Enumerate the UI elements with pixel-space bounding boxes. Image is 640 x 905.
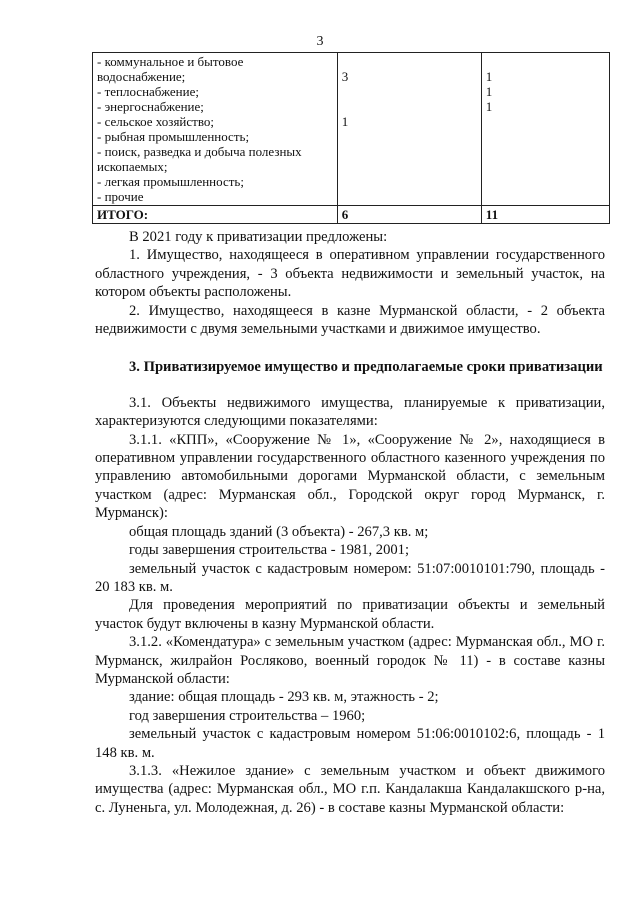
- category-line: - коммунальное и бытовое: [97, 54, 244, 69]
- count-cell: [481, 53, 609, 206]
- category-line: - сельское хозяйство;: [97, 114, 214, 129]
- paragraph: общая площадь зданий (3 объекта) - 267,3 кв. м;: [129, 523, 429, 540]
- count-value: [486, 54, 605, 69]
- count-value: [342, 84, 477, 99]
- count-value: [342, 54, 477, 69]
- page-number: 3: [316, 34, 324, 49]
- count-value: 1: [485, 69, 493, 84]
- paragraph: год завершения строительства – 1960;: [129, 707, 366, 724]
- count-value: 1: [341, 114, 349, 129]
- total-value: 11: [481, 206, 609, 224]
- paragraph: земельный участок с кадастровым номером: 51:07:0010101:790, площадь - 20 183 кв. м.: [95, 560, 605, 595]
- paragraph: годы завершения строительства - 1981, 2001;: [129, 542, 410, 559]
- category-line: - теплоснабжение;: [97, 84, 199, 99]
- category-line: - прочие: [97, 189, 144, 204]
- count-cell: [337, 53, 481, 206]
- paragraph: здание: общая площадь - 293 кв. м, этажность - 2;: [129, 689, 439, 706]
- category-line: - поиск, разведка и добыча полезных: [97, 144, 302, 159]
- paragraph: земельный участок с кадастровым номером 51:06:0010102:6, площадь - 1 148 кв. м.: [95, 726, 605, 761]
- count-value: 1: [485, 84, 493, 99]
- category-cell: [93, 53, 338, 206]
- total-value: 6: [337, 206, 481, 224]
- paragraph: 2. Имущество, находящееся в казне Мурманской области, - 2 объекта недвижимости с двумя земельными участками и движимое имущество.: [95, 302, 605, 338]
- section-heading: 3. Приватизируемое имущество и предполагаемые сроки приватизации: [129, 359, 603, 376]
- paragraph: 3.1. Объекты недвижимого имущества, планируемые к приватизации, характеризуются следующими показателями:: [95, 394, 605, 430]
- category-line: - легкая промышленность;: [97, 174, 244, 189]
- paragraph: 3.1.2. «Комендатура» с земельным участком (адрес: Мурманская обл., МО г. Мурманск, жилрайон Росляково, военный городок № 11) - в составе казны Мурманской области:: [95, 634, 605, 687]
- category-line: водоснабжение;: [97, 69, 186, 84]
- paragraph: В 2021 году к приватизации предложены:: [129, 229, 388, 245]
- count-value: 3: [341, 69, 349, 84]
- paragraph: 3.1.1. «КПП», «Сооружение № 1», «Сооружение № 2», находящиеся в оперативном управлении государственного областного казенного учреждения по управлению автомобильными дорогами Мурманской области, с земельным участком (адрес: Мурманская обл., Городской округ город Мурманск, г. Мурманск):: [95, 431, 605, 522]
- category-table: [92, 52, 610, 224]
- total-row: [93, 206, 610, 224]
- count-value: 1: [485, 99, 493, 114]
- total-label: ИТОГО:: [93, 206, 338, 224]
- category-line: - рыбная промышленность;: [97, 129, 250, 144]
- paragraph: Для проведения мероприятий по приватизации объекты и земельный участок будут включены в казну Мурманской области.: [95, 597, 605, 632]
- paragraph: 3.1.3. «Нежилое здание» с земельным участком и объект движимого имущества (адрес: Мурманская обл., МО г.п. Кандалакша Кандалакшского р-на, с. Луненьга, ул. Молодежная, д. 26) - в составе казны Мурманской области:: [95, 762, 605, 816]
- category-line: - энергоснабжение;: [97, 99, 204, 114]
- count-value: [342, 99, 477, 114]
- table-row: [93, 53, 610, 206]
- paragraph: 1. Имущество, находящееся в оперативном управлении государственного областного учреждения, - 3 объекта недвижимости и земельный участок, на котором объекты расположены.: [95, 247, 605, 301]
- document-body: [95, 228, 605, 817]
- category-line: ископаемых;: [97, 159, 168, 174]
